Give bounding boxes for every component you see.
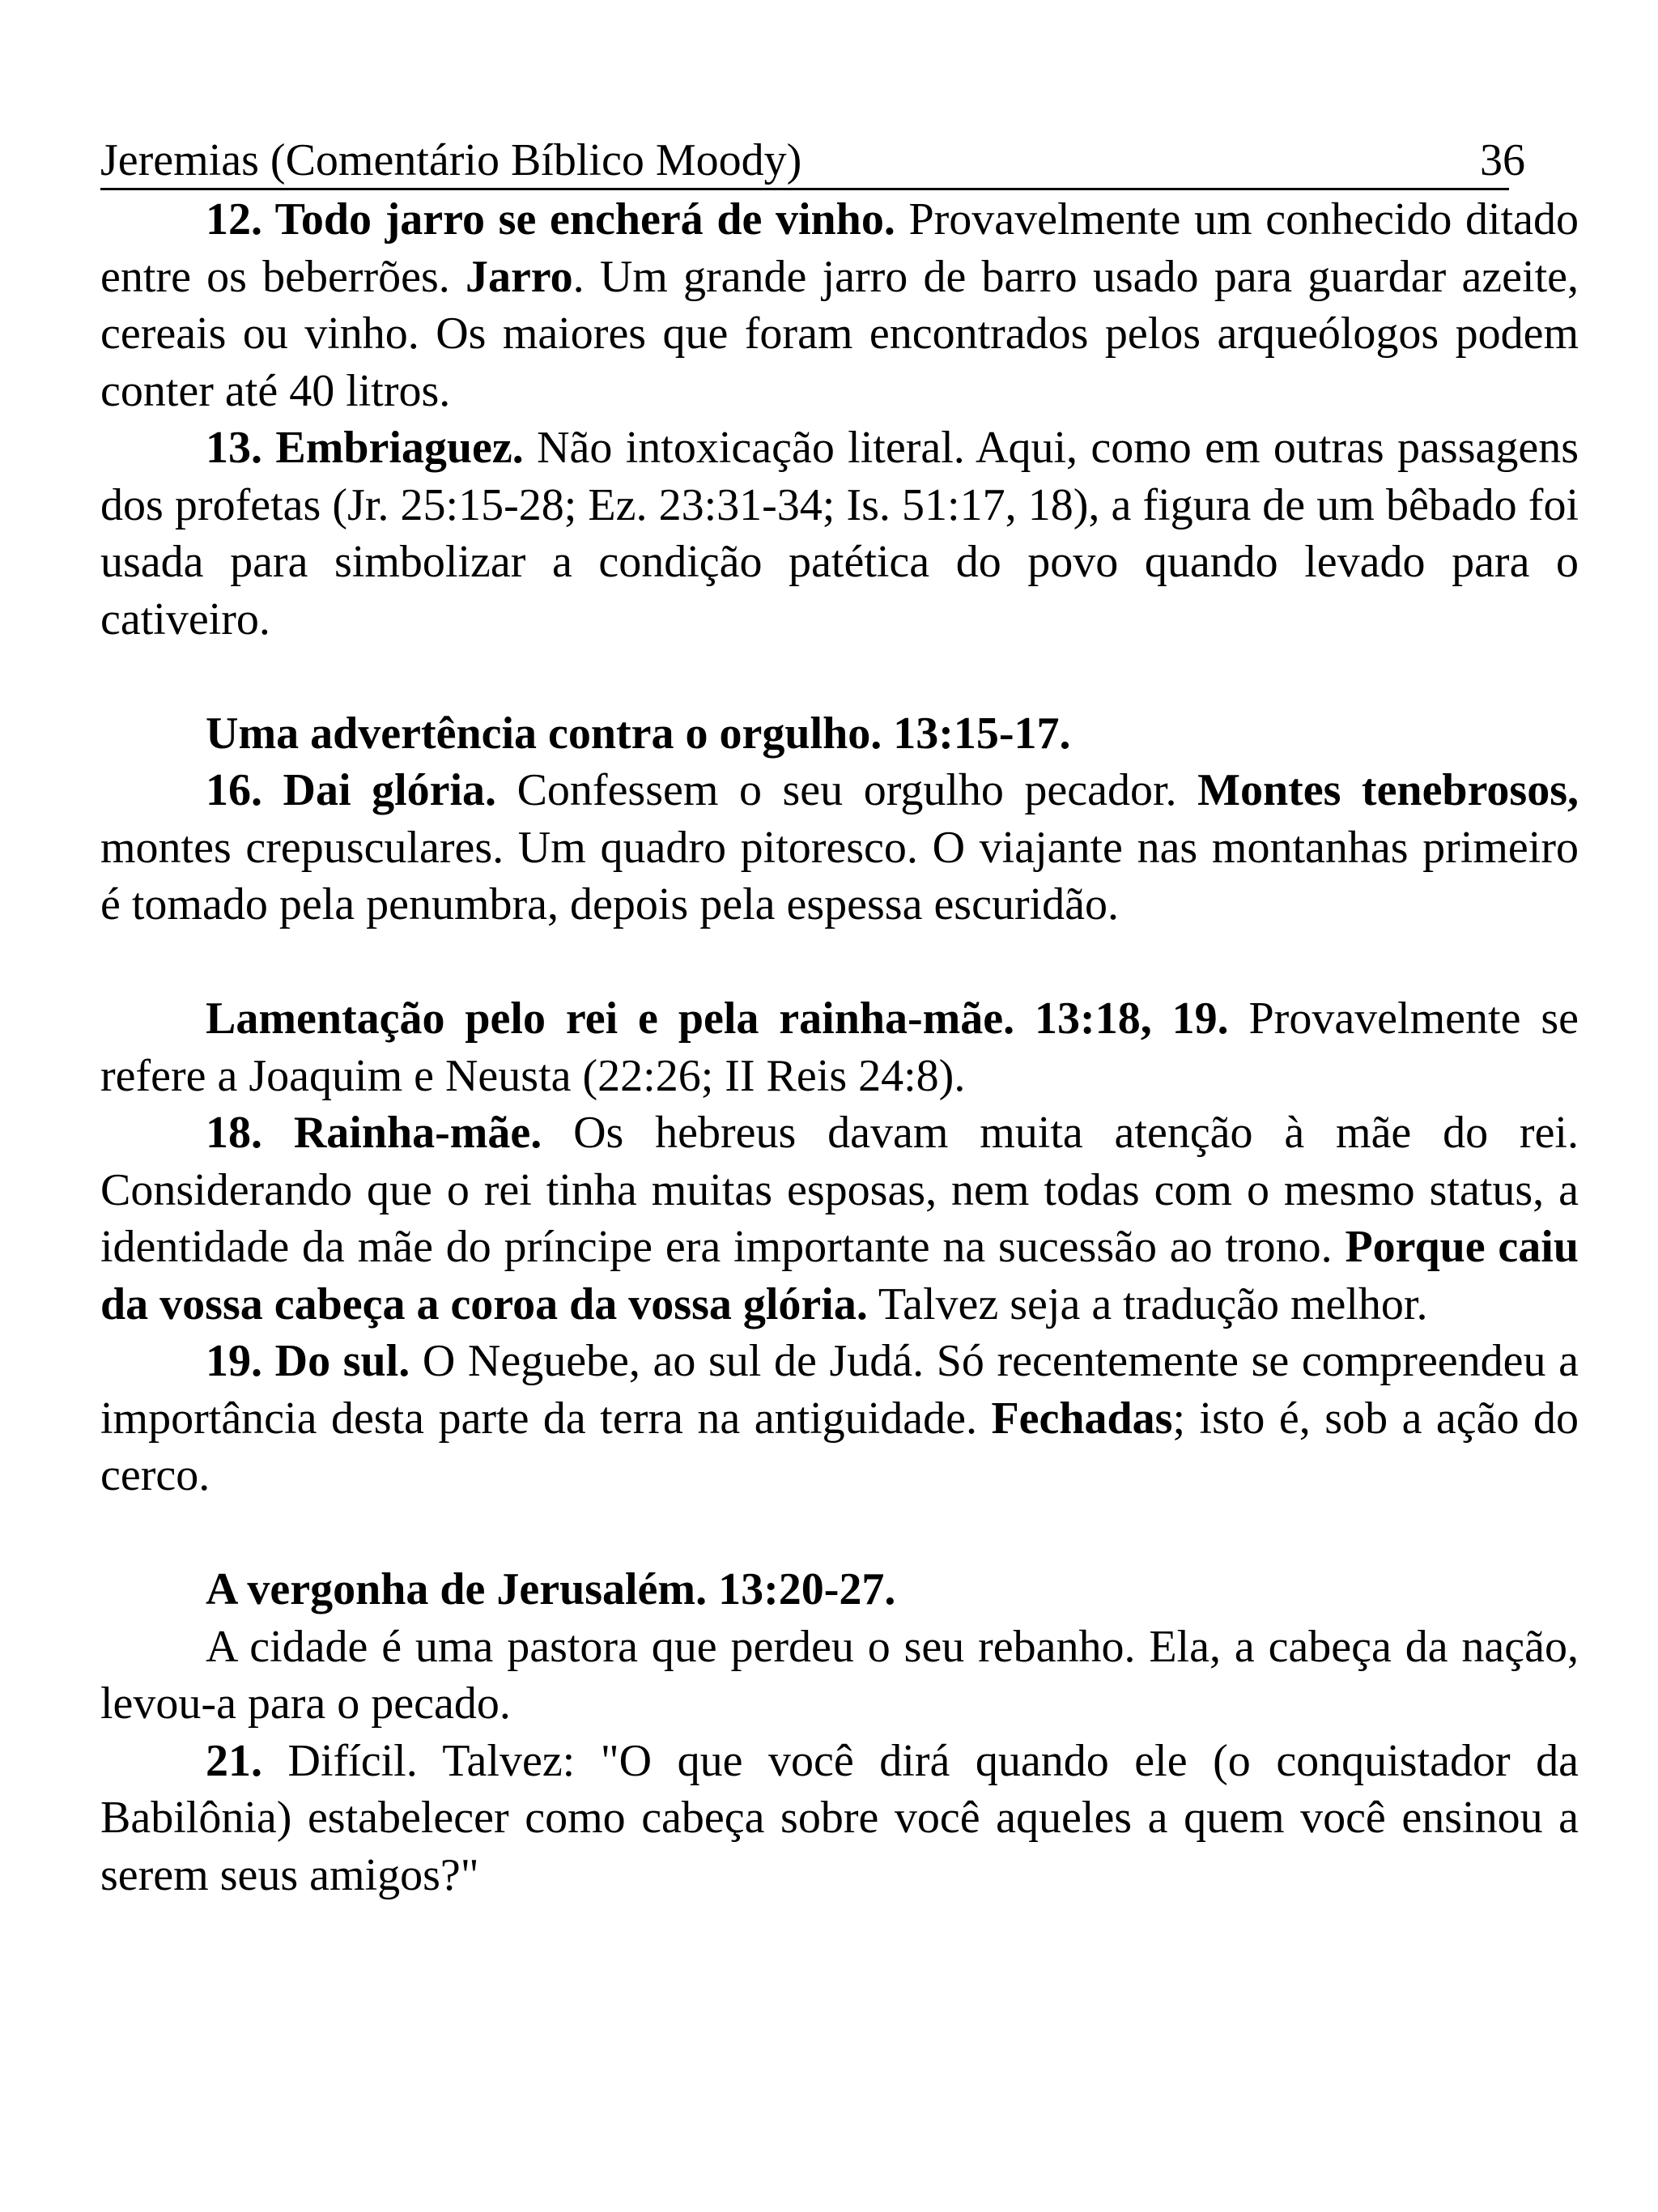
- paragraph-text: ; isto é, sob a ação do cerco.: [100, 1393, 1579, 1500]
- paragraph-text: Provavelmente se refere a Joaquim e Neusta (22:26; II Reis 24:8).: [100, 993, 1579, 1101]
- verse-heading: 12. Todo jarro se encherá de vinho.: [206, 194, 895, 245]
- paragraph-verse-21: [100, 1733, 1579, 1904]
- paragraph-verse-13: [100, 419, 1579, 648]
- section-heading-shame: A vergonha de Jerusalém. 13:20-27.: [206, 1564, 896, 1614]
- paragraph-verse-12: [100, 191, 1579, 419]
- page-number: 36: [1480, 135, 1525, 185]
- paragraph-text: Talvez seja a tradução melhor.: [867, 1278, 1428, 1329]
- page-body: [100, 191, 1579, 1904]
- verse-heading: 13. Embriaguez.: [206, 423, 524, 473]
- section-heading-pride: Uma advertência contra o orgulho. 13:15-17.: [206, 708, 1071, 759]
- paragraph-text: O Neguebe, ao sul de Judá. Só recentemente se compreendeu a importância desta parte da terra na antiguidade.: [100, 1336, 1579, 1444]
- paragraph-text: Não intoxicação literal. Aqui, como em outras passagens dos profetas (Jr. 25:15-28; Ez. 23:31-34; Is. 51:17, 18), a figura de um bêbado foi usada para simbolizar a condição patética do povo quando levado para o cativeiro.: [100, 423, 1579, 644]
- term-bold: Fechadas: [991, 1393, 1173, 1444]
- paragraph-verse-19: [100, 1333, 1579, 1504]
- term-bold: Montes tenebrosos,: [1197, 765, 1579, 815]
- paragraph-text: Difícil. Talvez: "O que você dirá quando ele (o conquistador da Babilônia) estabelecer como cabeça sobre você aqueles a quem você ensinou a serem seus amigos?": [100, 1735, 1579, 1900]
- verse-heading: 16. Dai glória.: [206, 765, 497, 815]
- running-title: Jeremias (Comentário Bíblico Moody): [100, 135, 802, 185]
- section-heading-lament: [100, 990, 1579, 1104]
- page-header: [100, 130, 1525, 190]
- paragraph-shepherd: A cidade é uma pastora que perdeu o seu rebanho. Ela, a cabeça da nação, levou-a para o pecado.: [100, 1621, 1579, 1729]
- term-bold: Jarro: [465, 251, 573, 302]
- spacer: [100, 648, 1579, 705]
- verse-heading: 19. Do sul.: [206, 1336, 410, 1386]
- verse-heading: 21.: [206, 1735, 262, 1786]
- paragraph-text: Confessem o seu orgulho pecador.: [496, 765, 1198, 815]
- spacer: [100, 1504, 1579, 1562]
- paragraph-verse-16: [100, 762, 1579, 934]
- verse-heading: 18. Rainha-mãe.: [206, 1108, 542, 1158]
- paragraph-text: montes crepusculares. Um quadro pitoresco. O viajante nas montanhas primeiro é tomado pela penumbra, depois pela espessa escuridão.: [100, 822, 1579, 929]
- paragraph-text: . Um grande jarro de barro usado para guardar azeite, cereais ou vinho. Os maiores que foram encontrados pelos arqueólogos podem conter até 40 litros.: [100, 251, 1579, 416]
- section-heading-text: Lamentação pelo rei e pela rainha-mãe. 13:18, 19.: [206, 993, 1229, 1044]
- paragraph-text: Os hebreus davam muita atenção à mãe do rei. Considerando que o rei tinha muitas esposas, nem todas com o mesmo status, a identidade da mãe do príncipe era importante na sucessão ao trono.: [100, 1108, 1579, 1272]
- spacer: [100, 934, 1579, 991]
- paragraph-text: Provavelmente um conhecido ditado entre os beberrões.: [100, 194, 1579, 302]
- term-bold: Porque caiu da vossa cabeça a coroa da vossa glória.: [100, 1222, 1579, 1329]
- paragraph-verse-18: [100, 1104, 1579, 1333]
